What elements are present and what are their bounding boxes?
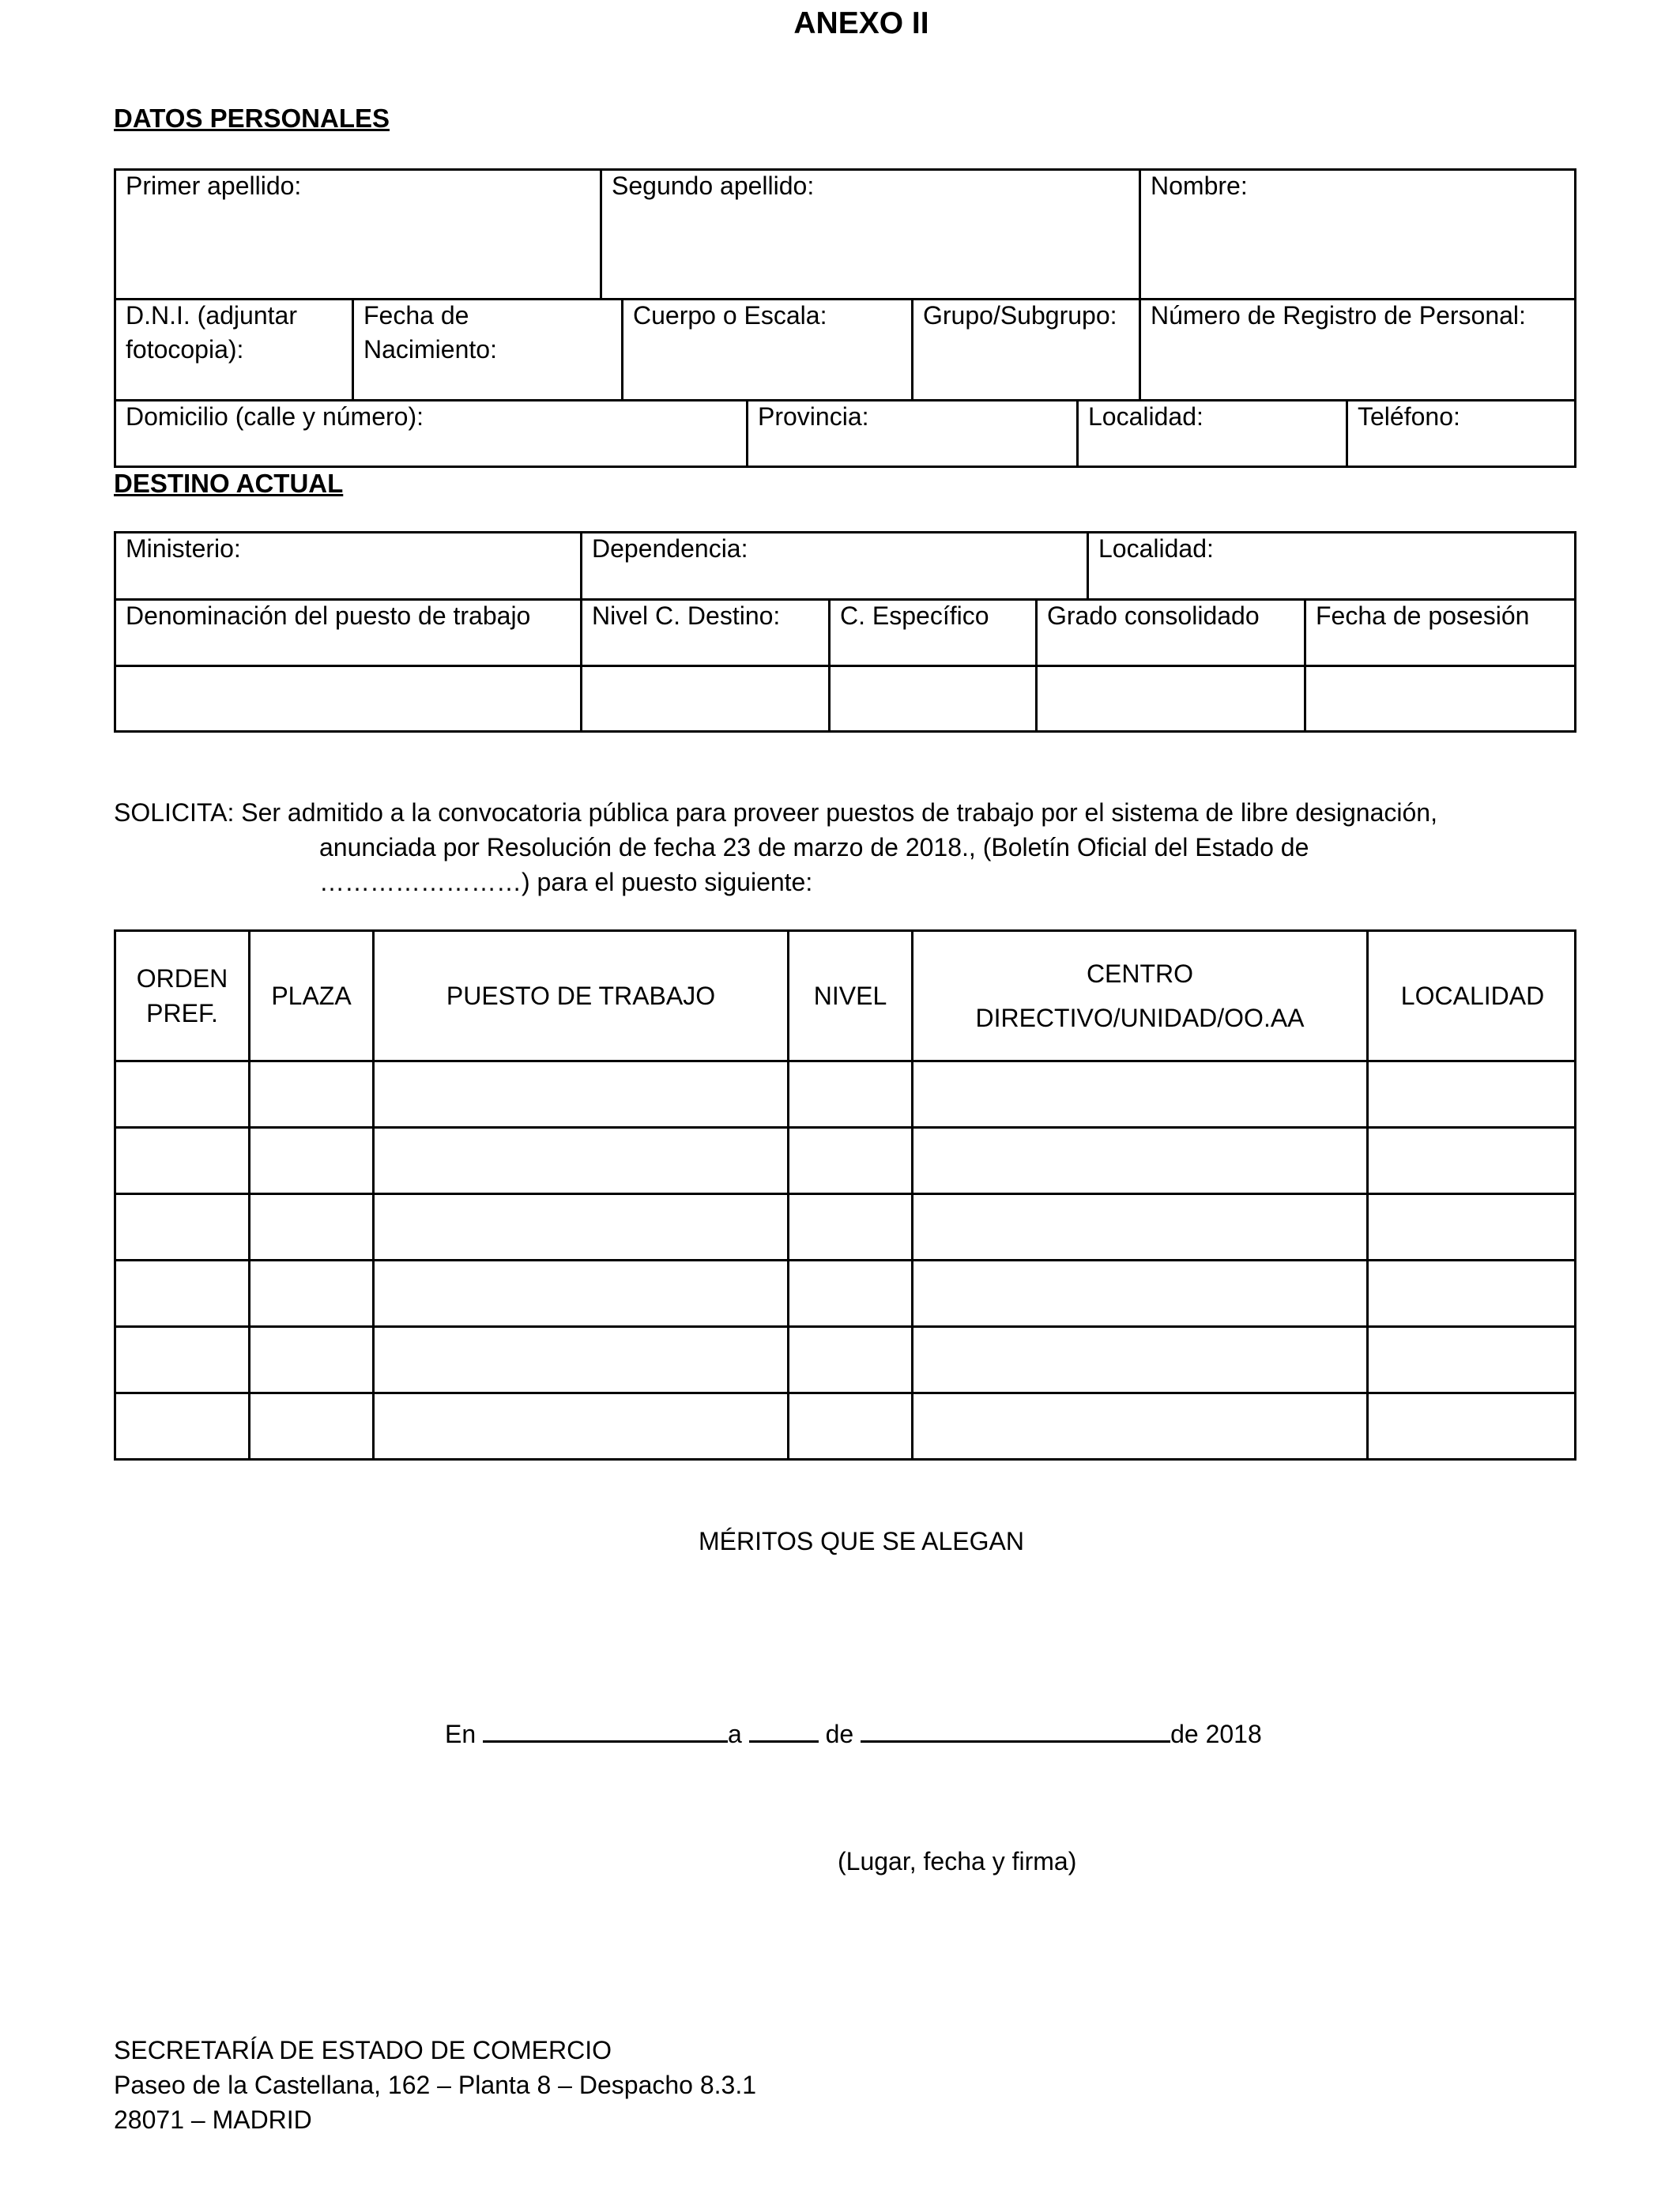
field-fecha-nacimiento[interactable] bbox=[363, 299, 497, 367]
col-header-orden-pref: ORDEN PREF. bbox=[136, 964, 228, 1027]
input-grado-consolidado[interactable] bbox=[1038, 667, 1304, 730]
meritos-heading: MÉRITOS QUE SE ALEGAN bbox=[699, 1527, 1024, 1555]
signature-date-line bbox=[445, 1717, 1262, 1751]
col-header-nivel: NIVEL bbox=[813, 982, 887, 1010]
solicita-line1: SOLICITA: Ser admitido a la convocatoria pública para proveer puestos de trabajo por el sistema de libre designación, bbox=[114, 798, 1437, 827]
firma-en: En bbox=[445, 1720, 477, 1748]
table-row[interactable] bbox=[116, 1195, 1574, 1259]
col-divider bbox=[352, 298, 354, 399]
table-row[interactable] bbox=[116, 1328, 1574, 1392]
col-header-localidad: LOCALIDAD bbox=[1400, 982, 1545, 1010]
field-grado-consolidado: Grado consolidado bbox=[1047, 601, 1260, 630]
field-dni-line1: D.N.I. (adjuntar bbox=[126, 301, 297, 330]
input-nivel-destino[interactable] bbox=[582, 667, 828, 730]
col-header-puesto-trabajo: PUESTO DE TRABAJO bbox=[446, 982, 716, 1010]
field-nivel-destino: Nivel C. Destino: bbox=[592, 601, 781, 630]
field-cuerpo-escala[interactable]: Cuerpo o Escala: bbox=[633, 301, 827, 330]
field-dni[interactable] bbox=[126, 299, 297, 367]
input-mes[interactable] bbox=[861, 1717, 1170, 1743]
col-divider bbox=[1139, 168, 1141, 399]
col-divider bbox=[746, 399, 748, 468]
field-fecha-line2: Nacimiento: bbox=[363, 335, 497, 364]
section-heading-datos-personales: DATOS PERSONALES bbox=[114, 104, 390, 133]
field-denominacion-puesto: Denominación del puesto de trabajo bbox=[126, 601, 531, 630]
field-domicilio[interactable]: Domicilio (calle y número): bbox=[126, 402, 424, 431]
input-c-especifico[interactable] bbox=[831, 667, 1035, 730]
footer-line1: SECRETARÍA DE ESTADO DE COMERCIO bbox=[114, 2036, 612, 2064]
field-provincia[interactable]: Provincia: bbox=[758, 402, 869, 431]
page-title: ANEXO II bbox=[793, 6, 929, 40]
firma-de: de bbox=[825, 1720, 854, 1748]
field-telefono[interactable]: Teléfono: bbox=[1358, 402, 1460, 431]
section-heading-destino-actual: DESTINO ACTUAL bbox=[114, 469, 344, 498]
field-numero-registro[interactable]: Número de Registro de Personal: bbox=[1151, 301, 1526, 330]
col-divider bbox=[911, 298, 913, 399]
col-divider bbox=[1076, 399, 1079, 468]
table-row[interactable] bbox=[116, 1062, 1574, 1126]
table-row[interactable] bbox=[116, 1261, 1574, 1325]
input-lugar[interactable] bbox=[483, 1717, 728, 1743]
table-row[interactable] bbox=[116, 1394, 1574, 1458]
field-localidad-destino[interactable]: Localidad: bbox=[1098, 534, 1214, 563]
field-c-especifico: C. Específico bbox=[840, 601, 989, 630]
solicita-line2: anunciada por Resolución de fecha 23 de marzo de 2018., (Boletín Oficial del Estado de bbox=[319, 833, 1309, 861]
col-header-plaza: PLAZA bbox=[271, 982, 352, 1010]
input-dia[interactable] bbox=[749, 1717, 819, 1743]
col-divider bbox=[1346, 399, 1348, 468]
field-grupo-subgrupo[interactable]: Grupo/Subgrupo: bbox=[923, 301, 1117, 330]
field-nombre[interactable]: Nombre: bbox=[1151, 172, 1248, 200]
field-fecha-posesion: Fecha de posesión bbox=[1316, 601, 1530, 630]
field-segundo-apellido[interactable]: Segundo apellido: bbox=[612, 172, 815, 200]
firma-de-year: de 2018 bbox=[1170, 1720, 1262, 1748]
input-fecha-posesion[interactable] bbox=[1306, 667, 1574, 730]
signature-caption: (Lugar, fecha y firma) bbox=[838, 1847, 1077, 1875]
field-ministerio[interactable]: Ministerio: bbox=[126, 534, 241, 563]
col-divider bbox=[1087, 531, 1089, 599]
field-dependencia[interactable]: Dependencia: bbox=[592, 534, 748, 563]
firma-a: a bbox=[728, 1720, 742, 1748]
field-localidad[interactable]: Localidad: bbox=[1088, 402, 1203, 431]
input-denominacion-puesto[interactable] bbox=[116, 667, 580, 730]
col-header-centro-directivo: CENTRO DIRECTIVO/UNIDAD/OO.AA bbox=[975, 959, 1305, 1032]
field-primer-apellido[interactable]: Primer apellido: bbox=[126, 172, 302, 200]
solicita-line3: ……………………) para el puesto siguiente: bbox=[319, 868, 813, 896]
field-fecha-line1: Fecha de bbox=[363, 301, 469, 330]
col-divider bbox=[600, 168, 602, 299]
footer-line2: Paseo de la Castellana, 162 – Planta 8 – Despacho 8.3.1 bbox=[114, 2071, 757, 2099]
footer-line3: 28071 – MADRID bbox=[114, 2105, 312, 2134]
field-dni-line2: fotocopia): bbox=[126, 335, 244, 364]
col-divider bbox=[621, 298, 623, 399]
table-row[interactable] bbox=[116, 1129, 1574, 1193]
